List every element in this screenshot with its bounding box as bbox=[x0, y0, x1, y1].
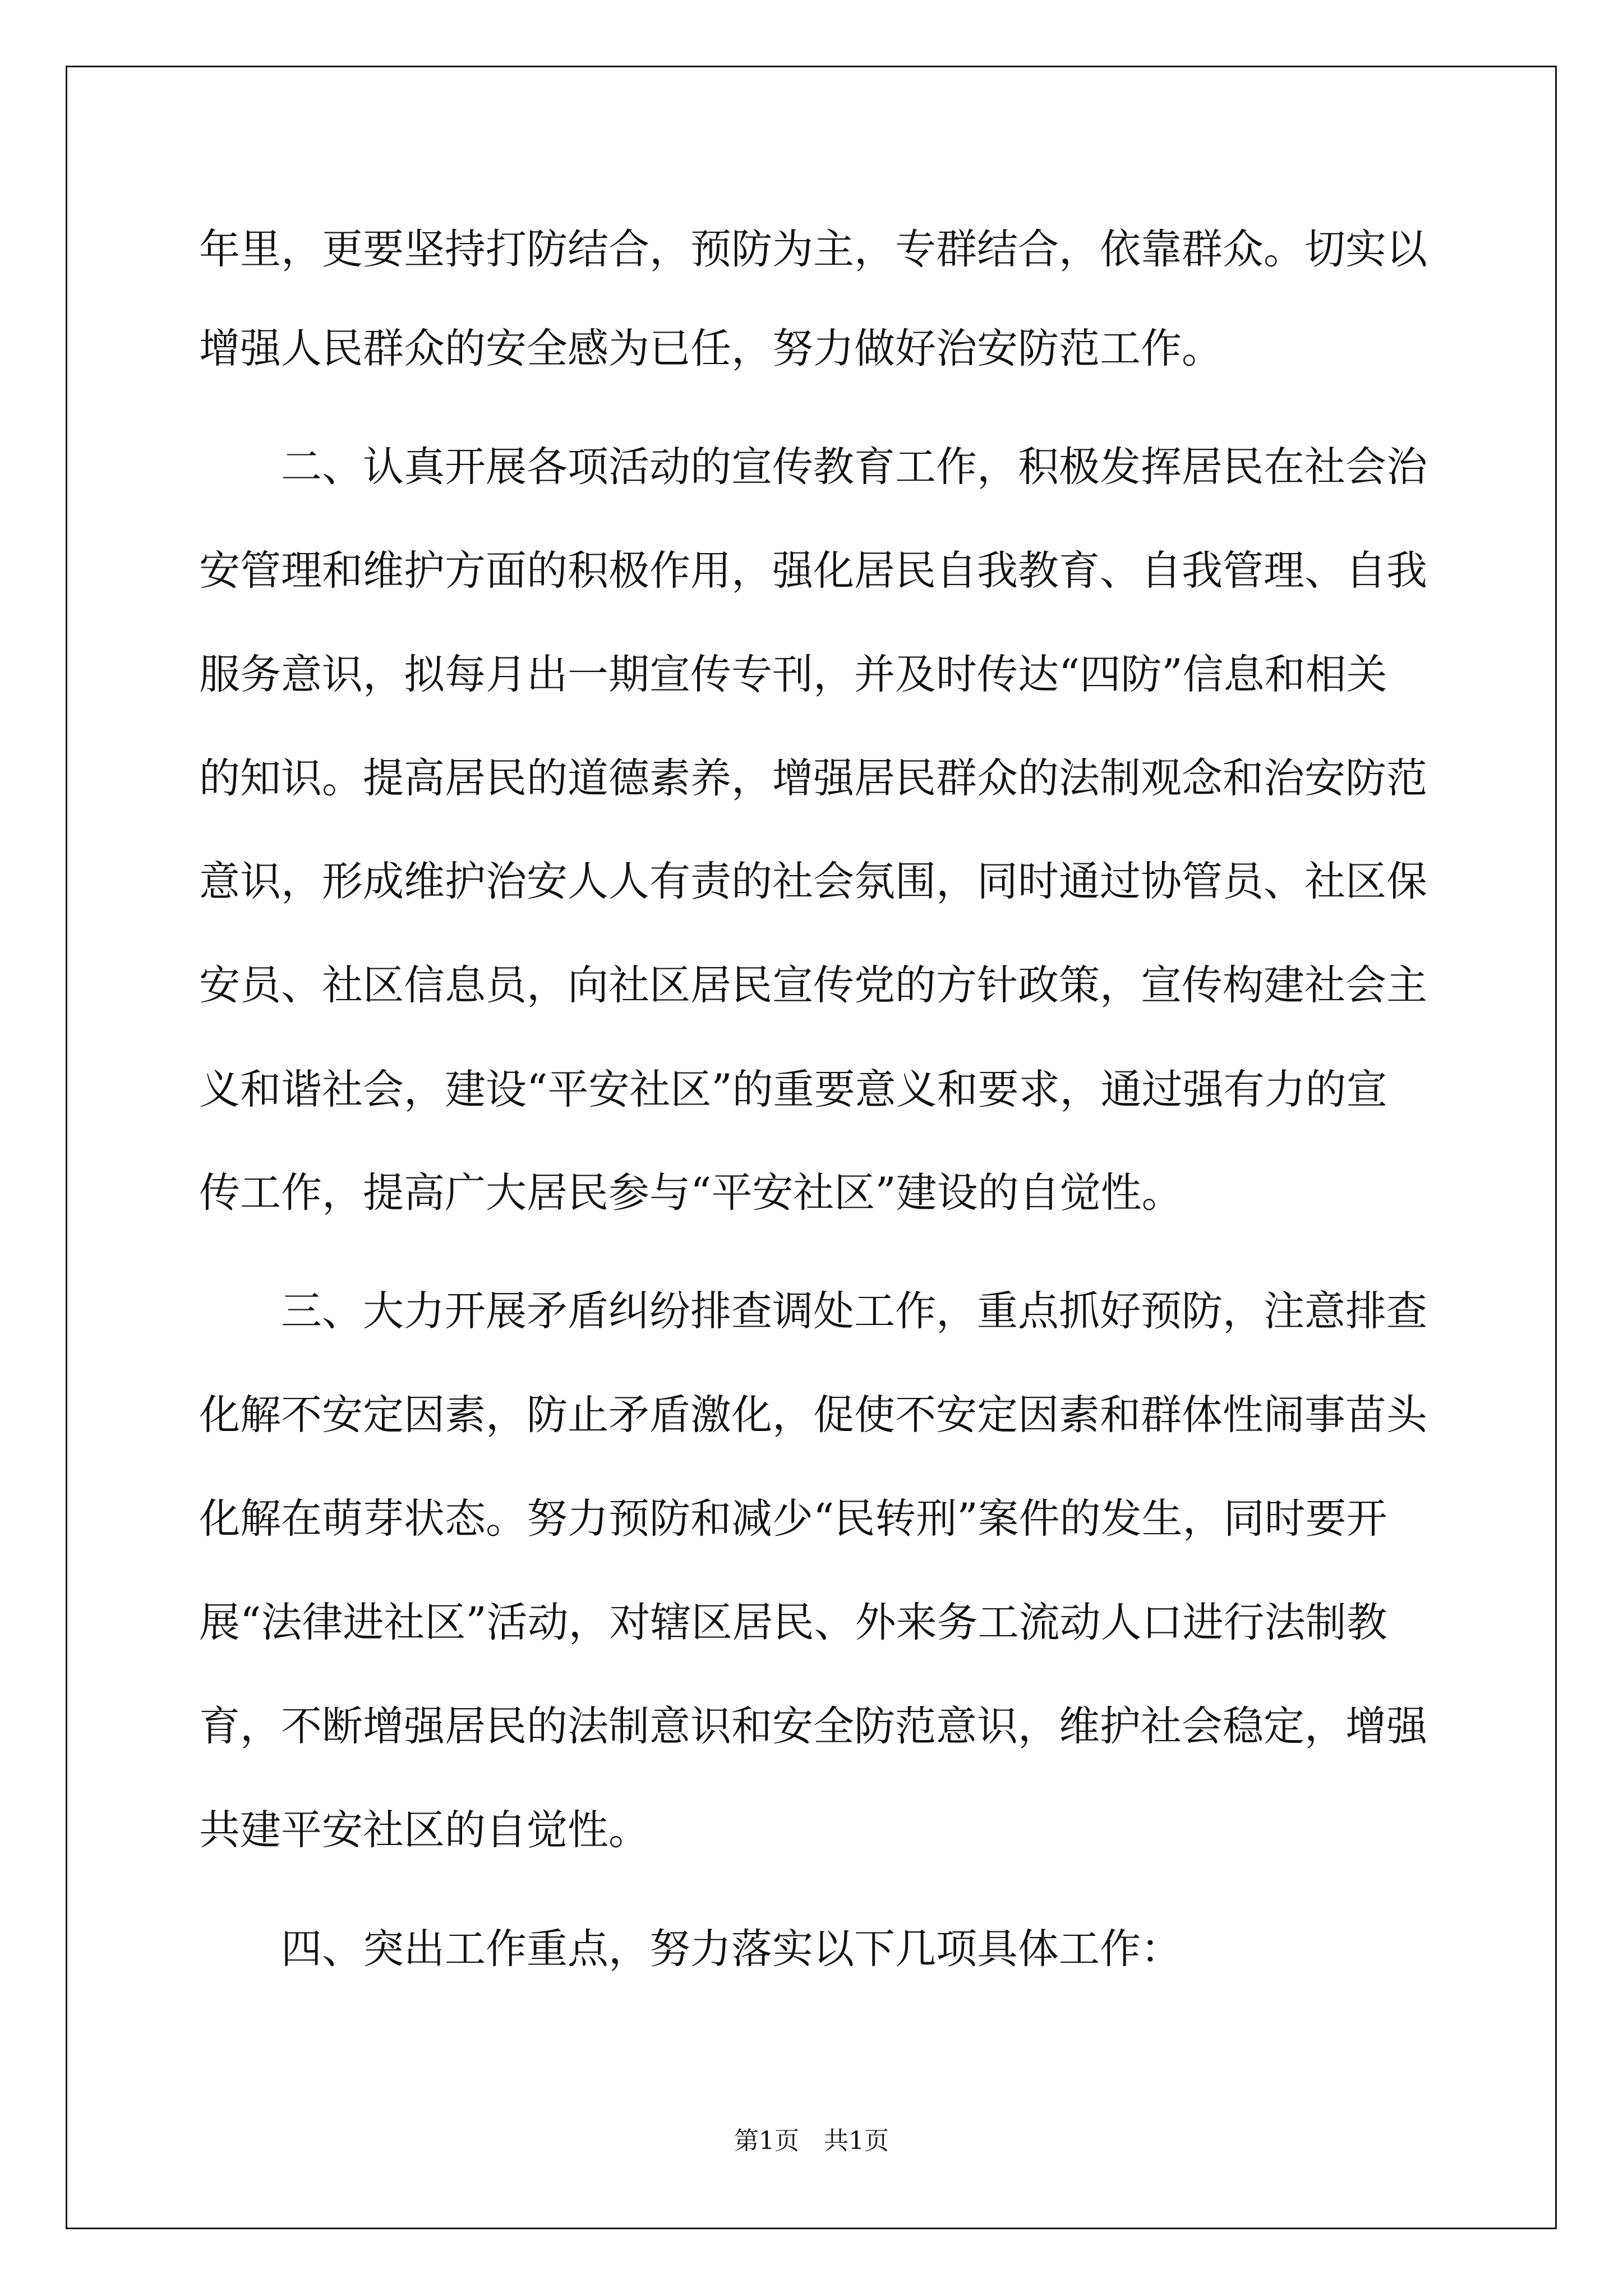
text-line: 服务意识，拟每月出一期宣传专刊，并及时传达“四防”信息和相关 bbox=[199, 651, 1387, 698]
text-line: 意识，形成维护治安人人有责的社会氛围，同时通过协管员、社区保 bbox=[199, 858, 1427, 905]
text-line: 二、认真开展各项活动的宣传教育工作，积极发挥居民在社会治 bbox=[199, 443, 1427, 491]
text-line: 化解不安定因素，防止矛盾激化，促使不安定因素和群体性闹事苗头 bbox=[199, 1391, 1427, 1439]
text-line: 四、突出工作重点，努力落实以下几项具体工作： bbox=[199, 1925, 1182, 1973]
text-line: 年里，更要坚持打防结合，预防为主，专群结合，依靠群众。切实以 bbox=[199, 226, 1427, 273]
text-line: 义和谐社会，建设“平安社区”的重要意义和要求，通过强有力的宣 bbox=[199, 1066, 1387, 1114]
page-footer: 第1页 共1页 bbox=[734, 2127, 889, 2155]
text-line: 展“法律进社区”活动，对辖区居民、外来务工流动人口进行法制教 bbox=[199, 1599, 1387, 1646]
text-line: 增强人民群众的安全感为已任，努力做好治安防范工作。 bbox=[199, 325, 1223, 372]
text-line: 安管理和维护方面的积极作用，强化居民自我教育、自我管理、自我 bbox=[199, 547, 1427, 595]
page-border bbox=[66, 66, 1557, 2229]
text-line: 育，不断增强居民的法制意识和安全防范意识，维护社会稳定，增强 bbox=[199, 1703, 1427, 1750]
text-line: 化解在萌芽状态。努力预防和减少“民转刑”案件的发生，同时要开 bbox=[199, 1495, 1387, 1543]
text-line: 安员、社区信息员，向社区居民宣传党的方针政策，宣传构建社会主 bbox=[199, 961, 1427, 1009]
text-line: 传工作，提高广大居民参与“平安社区”建设的自觉性。 bbox=[199, 1169, 1183, 1217]
text-line: 共建平安社区的自觉性。 bbox=[199, 1806, 649, 1854]
text-line: 三、大力开展矛盾纠纷排查调处工作，重点抓好预防，注意排查 bbox=[199, 1287, 1427, 1335]
text-line: 的知识。提高居民的道德素养，增强居民群众的法制观念和治安防范 bbox=[199, 754, 1427, 802]
